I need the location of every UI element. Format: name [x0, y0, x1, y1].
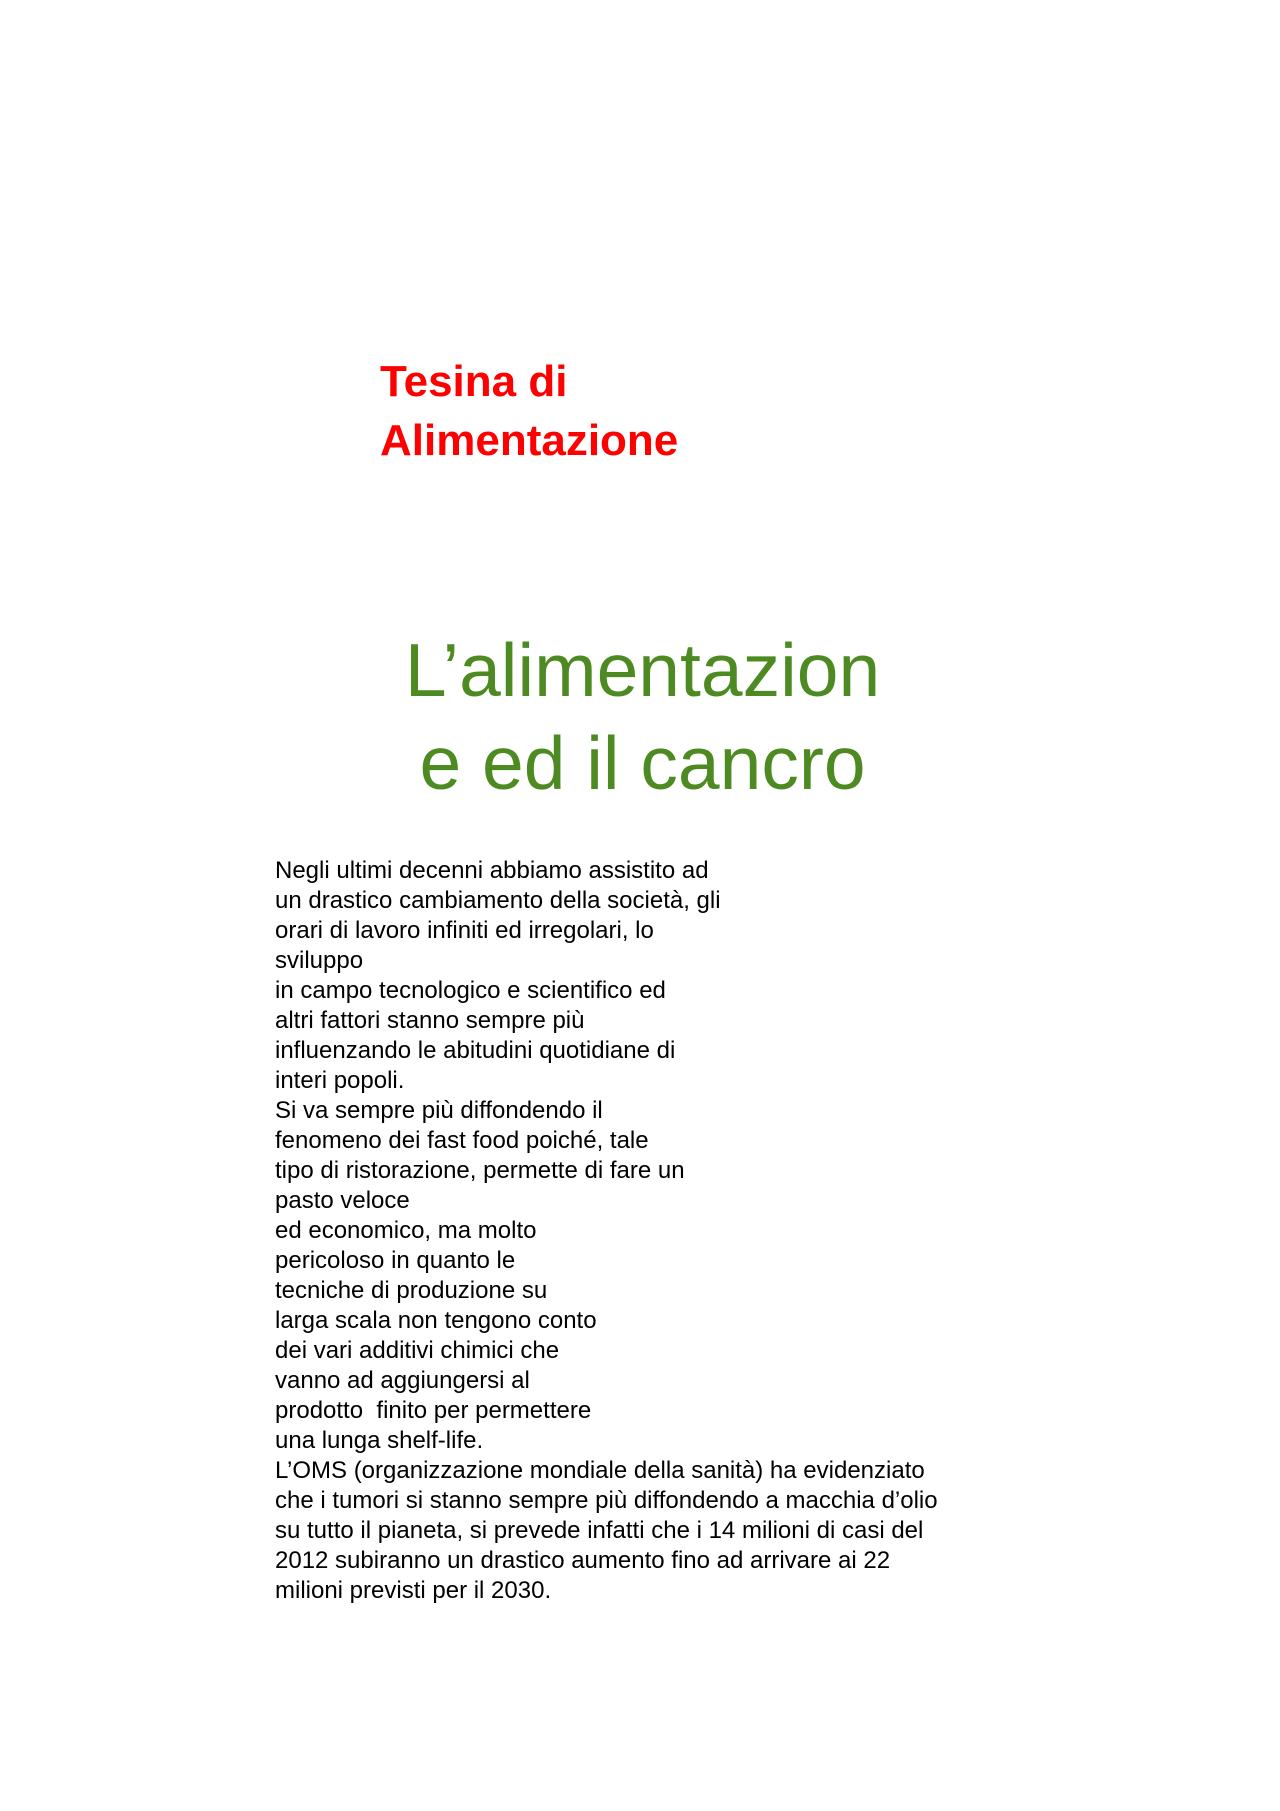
body-line: su tutto il pianeta, si prevede infatti che i 14 milioni di casi del	[275, 1517, 924, 1544]
body-line: pasto veloce	[275, 1187, 410, 1214]
body-line: milioni previsti per il 2030.	[275, 1577, 552, 1604]
body-line: vanno ad aggiungersi al	[275, 1367, 530, 1394]
document-title-line: Tesina di	[380, 357, 568, 406]
document-subtitle	[330, 624, 955, 810]
body-line: ed economico, ma molto	[275, 1217, 537, 1244]
body-line: tecniche di produzione su	[275, 1277, 548, 1304]
body-line: che i tumori si stanno sempre più diffondendo a macchia d’olio	[275, 1487, 938, 1514]
document-subtitle-line: L’alimentazion	[404, 628, 881, 712]
body-line: una lunga shelf-life.	[275, 1427, 484, 1454]
body-line: L’OMS (organizzazione mondiale della sanità) ha evidenziato	[275, 1457, 925, 1484]
body-line: altri fattori stanno sempre più	[275, 1007, 585, 1034]
body-line: Negli ultimi decenni abbiamo assistito ad	[275, 857, 709, 884]
body-paragraph	[275, 856, 938, 1606]
body-line: in campo tecnologico e scientifico ed	[275, 977, 666, 1004]
body-line: interi popoli.	[275, 1067, 405, 1094]
body-line: 2012 subiranno un drastico aumento fino ad arrivare ai 22	[275, 1547, 891, 1574]
body-line: tipo di ristorazione, permette di fare un	[275, 1157, 685, 1184]
body-line: influenzando le abitudini quotidiane di	[275, 1037, 676, 1064]
body-line: Si va sempre più diffondendo il	[275, 1097, 603, 1124]
document-title-line: Alimentazione	[380, 416, 679, 465]
body-line: un drastico cambiamento della società, gli	[275, 887, 721, 914]
body-line: sviluppo	[275, 947, 364, 974]
document-title	[380, 352, 678, 470]
body-line: larga scala non tengono conto	[275, 1307, 597, 1334]
body-line: orari di lavoro infiniti ed irregolari, lo	[275, 917, 654, 944]
body-line: pericoloso in quanto le	[275, 1247, 516, 1274]
body-line: fenomeno dei fast food poiché, tale	[275, 1127, 649, 1154]
document-subtitle-line: e ed il cancro	[419, 721, 866, 805]
body-line: prodotto finito per permettere	[275, 1397, 592, 1424]
body-line: dei vari additivi chimici che	[275, 1337, 560, 1364]
